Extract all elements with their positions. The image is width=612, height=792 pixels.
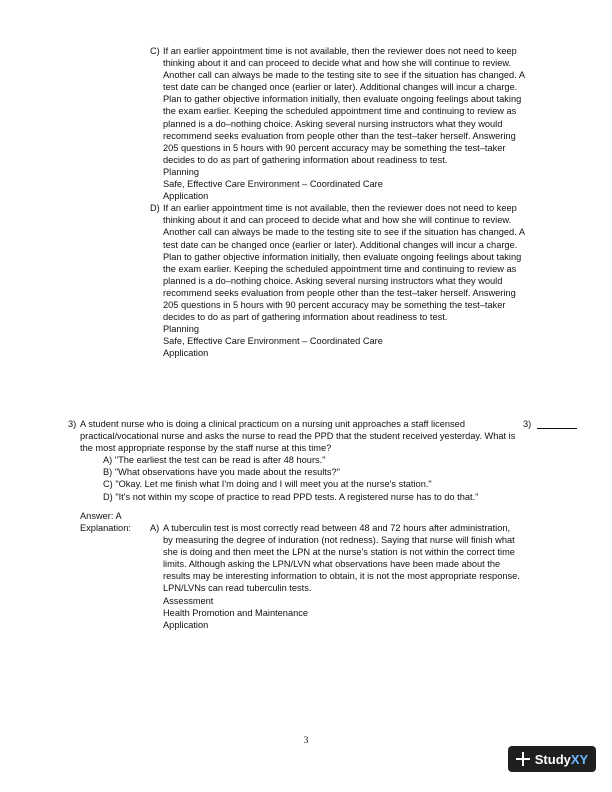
page-number: 3 xyxy=(303,736,309,746)
explanation-option-a xyxy=(150,522,520,631)
option-c-rationale xyxy=(150,45,525,202)
prior-question-options xyxy=(150,45,525,359)
option-d-rationale xyxy=(150,202,525,359)
option-text: If an earlier appointment time is not available, then the reviewer does not need to keep thinking about it and can proceed to decide what and how she will continue to review. Another call can always be made to the testing site to see if the situation has changed. A test date can be changed once (earlier or later). Additional changes will incur a charge. Plan to gather objective information initially, then evaluate ongoing feelings about taking the exam earlier. Keeping the scheduled appointment time and continuing to review as planned is a do–nothing choice. Asking several nursing instructors what they would recommend seeks evaluation from people other than the test–taker herself. Answering 205 questions in 5 hours with 90 percent accuracy may be something the test–taker decides to do as part of gathering information about readiness to test. xyxy=(163,203,525,323)
question-option-d: D) "It's not within my scope of practice to read PPD tests. A registered nurse has to do that." xyxy=(103,491,479,502)
client-need-category: Health Promotion and Maintenance xyxy=(163,607,309,618)
plus-icon xyxy=(516,752,530,766)
studyxy-badge[interactable] xyxy=(508,746,596,772)
explanation-label: Explanation: xyxy=(80,523,131,533)
answer-blank-line xyxy=(537,428,577,429)
explanation-block xyxy=(150,522,520,631)
badge-accent: XY xyxy=(570,751,589,767)
nursing-process: Planning xyxy=(163,166,200,177)
question-number: 3) xyxy=(68,419,77,429)
option-letter: C) xyxy=(150,46,160,56)
answer-slot xyxy=(523,418,583,430)
nursing-process: Assessment xyxy=(163,595,214,606)
client-need-category: Safe, Effective Care Environment – Coordinated Care xyxy=(163,179,383,190)
cognitive-level: Application xyxy=(163,348,209,359)
question-option-a: A) "The earliest the test can be read is after 48 hours." xyxy=(103,455,326,466)
badge-text: Study xyxy=(534,751,571,767)
option-text: If an earlier appointment time is not available, then the reviewer does not need to keep thinking about it and can proceed to decide what and how she will continue to review. Another call can always be made to the testing site to see if the situation has changed. A test date can be changed once (earlier or later). Additional changes will incur a charge. Plan to gather objective information initially, then evaluate ongoing feelings about taking the exam earlier. Keeping the scheduled appointment time and continuing to review as planned is a do–nothing choice. Asking several nursing instructors what they would recommend seeks evaluation from people other than the test–taker herself. Answering 205 questions in 5 hours with 90 percent accuracy may be something the test–taker decides to do as part of gathering information about readiness to test. xyxy=(163,46,525,165)
option-letter: D) xyxy=(150,203,160,214)
question-option-c: C) "Okay. Let me finish what I'm doing and I will meet you at the nurse's station." xyxy=(103,479,432,490)
question-option-b: B) "What observations have you made about the results?" xyxy=(103,467,340,478)
question-stem: A student nurse who is doing a clinical practicum on a nursing unit approaches a staff licensed practical/vocational nurse and asks the nurse to read the PPD that the student received yesterday. What is the most appropriate response by the staff nurse at this time? xyxy=(80,419,516,454)
question-options xyxy=(80,454,523,502)
question-3 xyxy=(68,418,523,503)
option-letter: A) xyxy=(150,523,160,533)
client-need-category: Safe, Effective Care Environment – Coordinated Care xyxy=(163,336,383,347)
badge-label xyxy=(535,752,588,767)
answer-key: Answer: A xyxy=(80,511,122,521)
explanation-text: A tuberculin test is most correctly read between 48 and 72 hours after administration, by measuring the degree of induration (not redness). Saying that nurse will finish what she is doing and then meet the LPN at the nurse's station is not within the correct time limits. Although asking the LPN/LVN what observations have been made about the results may be interesting information to obtain, it is not the most appropriate response. LPN/LVNs can read tuberculin tests. xyxy=(163,523,520,594)
nursing-process: Planning xyxy=(163,324,200,335)
cognitive-level: Application xyxy=(163,619,209,630)
cognitive-level: Application xyxy=(163,191,209,202)
answer-slot-number: 3) xyxy=(523,419,532,429)
